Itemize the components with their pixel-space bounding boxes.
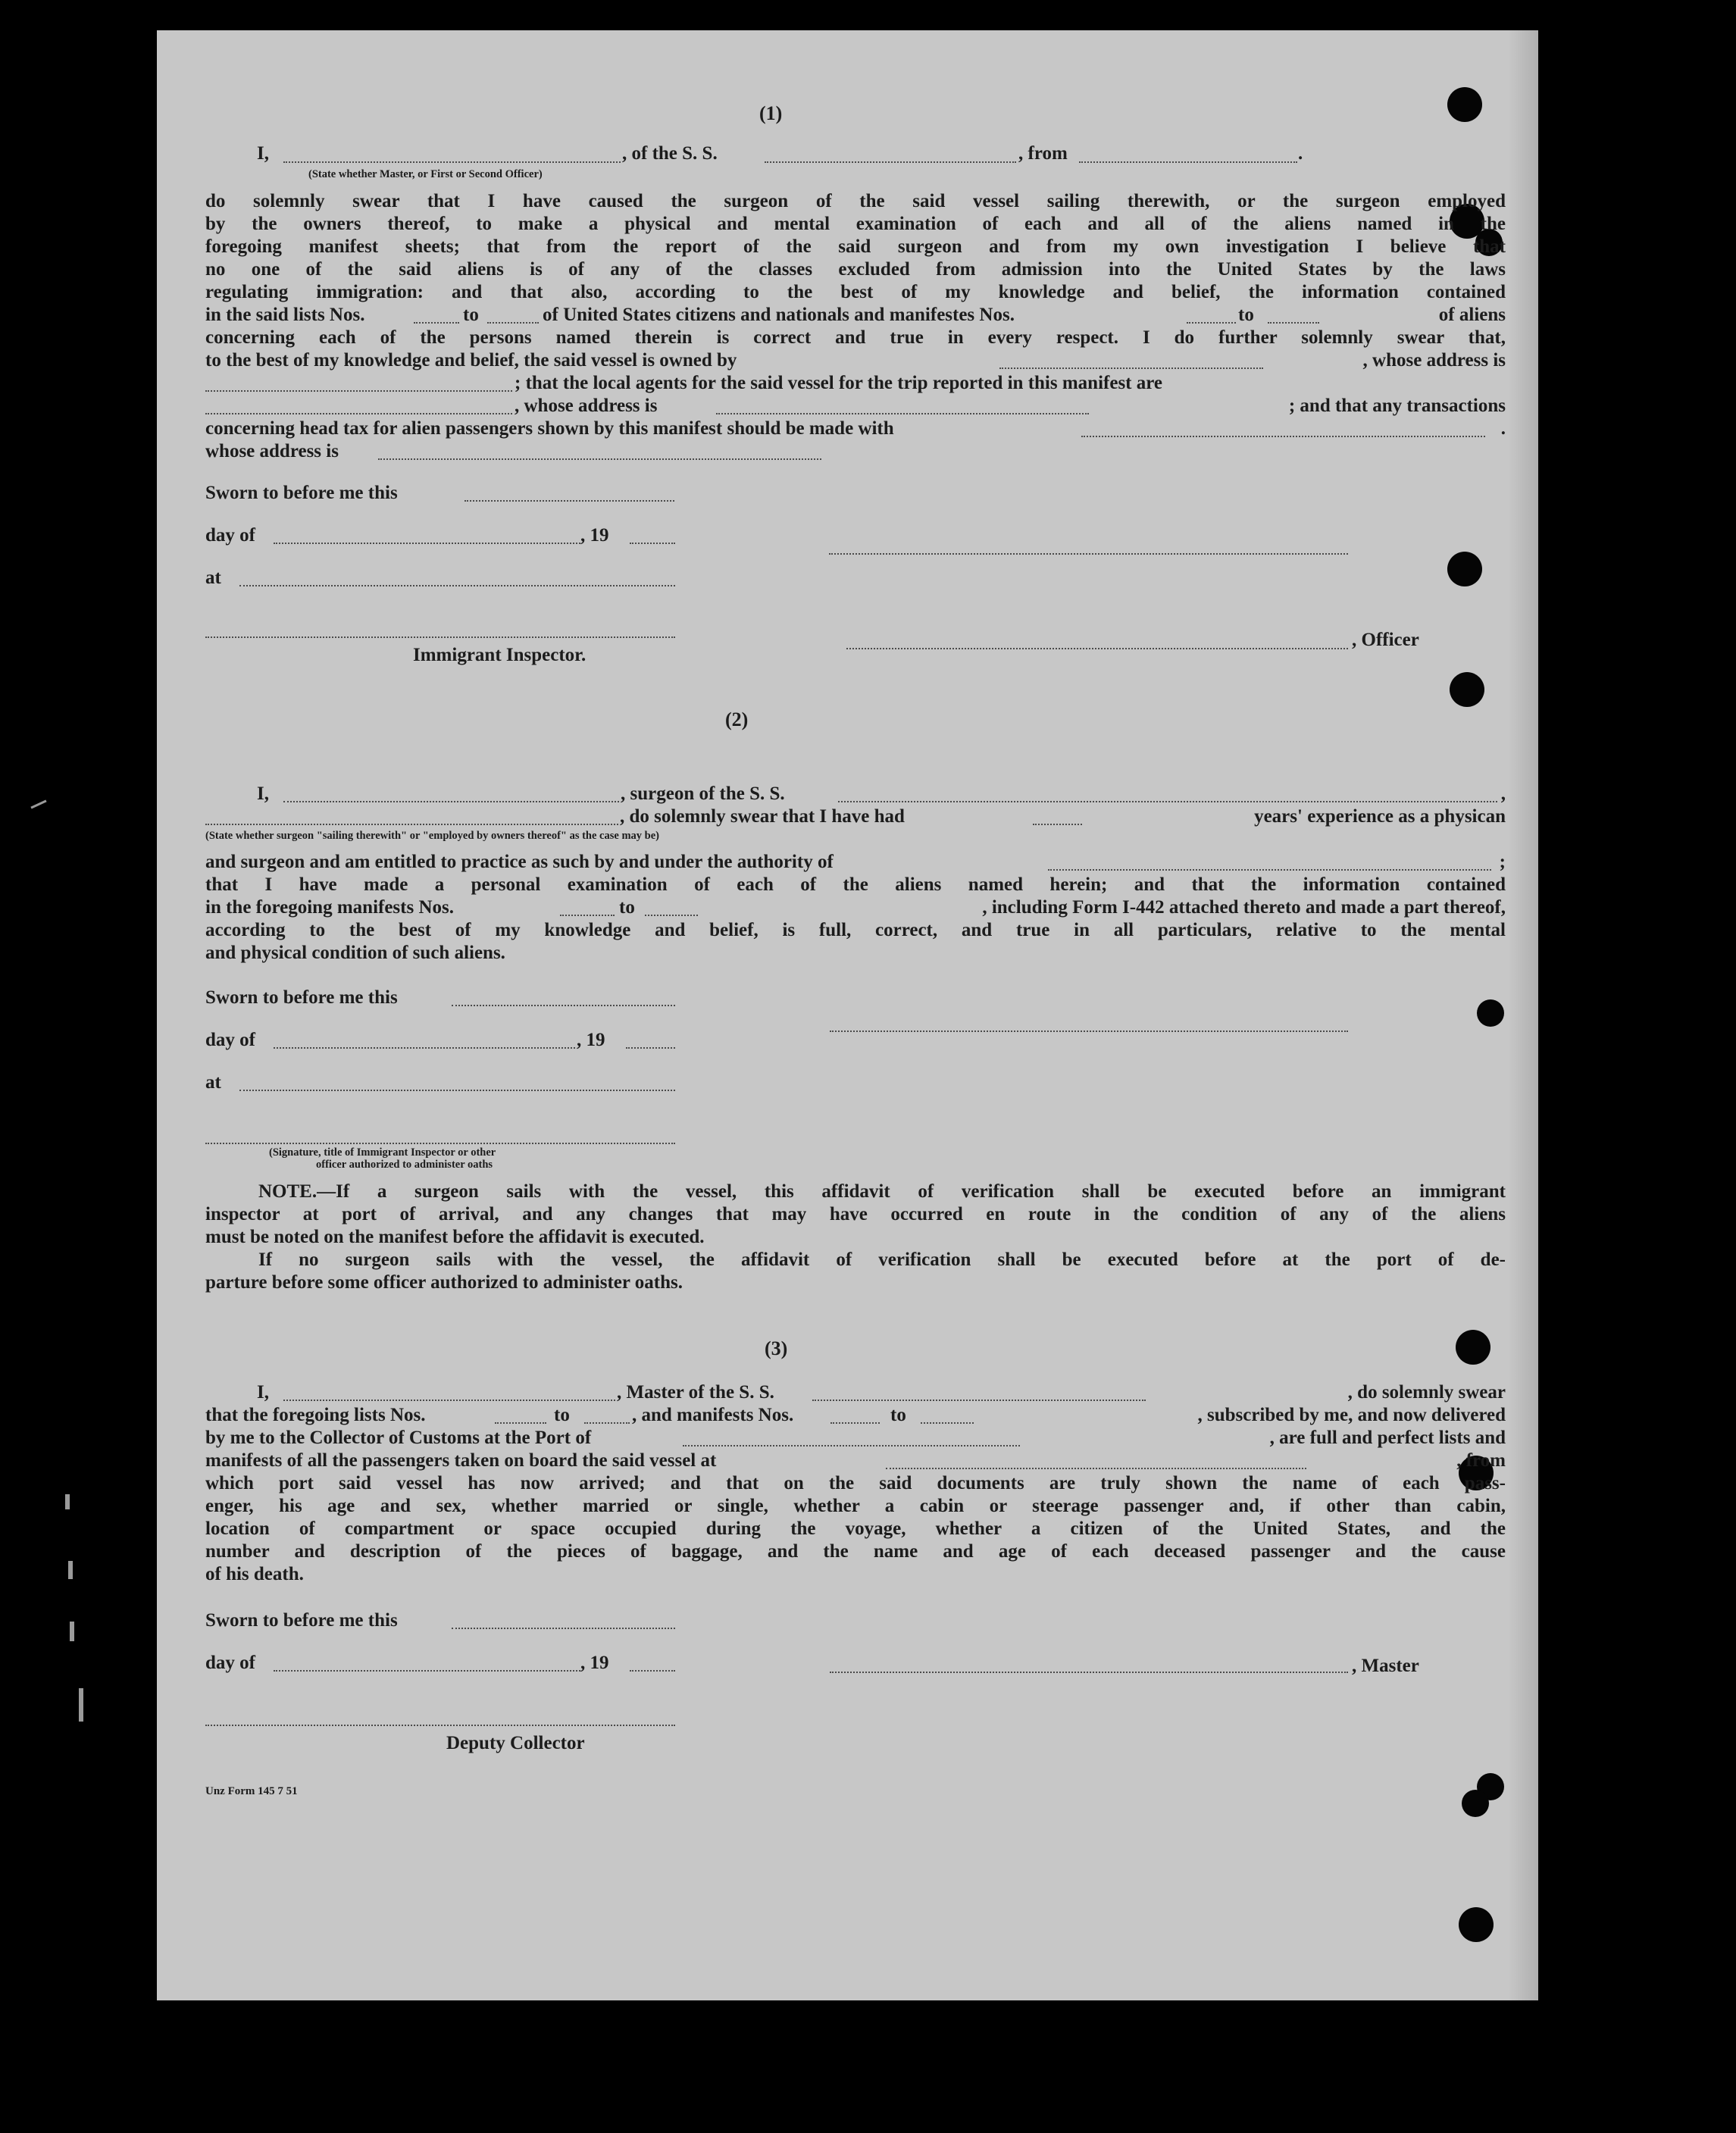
- section-1-line-11: concerning head tax for alien passengers shown by this manifest should be made with .: [205, 418, 1506, 439]
- boarding-port-field[interactable]: [886, 1468, 1306, 1469]
- owner-address-field[interactable]: [205, 390, 512, 392]
- years-experience-field[interactable]: [1033, 824, 1082, 825]
- section-3-line-2: that the foregoing lists Nos. to , and manifests Nos. to , subscribed by me, and now delivered: [205, 1405, 1506, 1425]
- master-name-field[interactable]: [283, 1400, 615, 1401]
- scan-mark: [70, 1622, 74, 1641]
- officer-label: , Officer: [1352, 630, 1419, 650]
- agent-address-field[interactable]: [716, 413, 1089, 414]
- section-3-number: (3): [765, 1337, 788, 1359]
- day-of-field-1[interactable]: [274, 543, 580, 544]
- form-number: Unz Form 145 7 51: [205, 1785, 298, 1797]
- section-3-line-9: of his death.: [205, 1564, 304, 1584]
- section-3-line-7: location of compartment or space occupied during the voyage, whether a citizen of the United States, and the: [205, 1518, 1506, 1539]
- at-place-field-2[interactable]: [239, 1090, 675, 1091]
- master-manifest-to-field[interactable]: [921, 1422, 974, 1424]
- authority-field[interactable]: [1048, 869, 1491, 871]
- sworn-date-field-1[interactable]: [464, 500, 674, 502]
- deputy-collector-signature-line[interactable]: [205, 1725, 675, 1726]
- inspector-signature-line-1[interactable]: [205, 636, 675, 638]
- master-manifest-from-field[interactable]: [830, 1422, 880, 1424]
- surgeon-manifest-from-field[interactable]: [560, 915, 615, 916]
- binder-hole: [1459, 1907, 1494, 1942]
- sworn-date-field-2[interactable]: [452, 1005, 675, 1006]
- section-1-sworn-line: Sworn to before me this: [205, 482, 736, 505]
- binder-hole: [1447, 552, 1482, 586]
- scan-mark: [68, 1561, 73, 1579]
- day-of-field-3[interactable]: [274, 1670, 580, 1672]
- binder-hole: [1456, 1330, 1490, 1365]
- surgeon-name-field[interactable]: [283, 801, 619, 802]
- sworn-date-field-3[interactable]: [452, 1628, 675, 1629]
- section-3-line-3: by me to the Collector of Customs at the Port of , are full and perfect lists and: [205, 1428, 1506, 1448]
- section-3-line-4: manifests of all the passengers taken on board the said vessel at , from: [205, 1450, 1506, 1471]
- inspector-signature-line-2[interactable]: [205, 1143, 675, 1144]
- scan-mark: [30, 799, 46, 808]
- scan-mark: [65, 1494, 70, 1509]
- local-agents-field[interactable]: [205, 413, 512, 414]
- section-1-line-6: in the said lists Nos. to of United States citizens and nationals and manifestes Nos. to of aliens: [205, 305, 1506, 325]
- section-1-line-7: concerning each of the persons named therein is correct and true in every respect. I do further solemnly swear that,: [205, 327, 1506, 348]
- section-2-experience-line: , do solemnly swear that I have had years' experience as a physican: [205, 805, 1506, 828]
- section-1-number: (1): [759, 102, 783, 124]
- master-signature-line[interactable]: [830, 1672, 1348, 1673]
- section-2-line-3: in the foregoing manifests Nos. to , including Form I-442 attached thereto and made a part thereof,: [205, 897, 1506, 918]
- note-line-2: inspector at port of arrival, and any changes that may have occurred en route in the condition of any of the aliens: [205, 1204, 1506, 1224]
- surgeon-signature-line[interactable]: [830, 1031, 1348, 1032]
- section-1-line-9: ; that the local agents for the said vessel for the trip reported in this manifest are: [205, 372, 1506, 395]
- surgeon-vessel-field[interactable]: [838, 801, 1497, 802]
- section-2-day-line: day of , 19: [205, 1029, 736, 1052]
- head-tax-contact-field[interactable]: [1081, 436, 1485, 437]
- binder-hole: [1450, 672, 1484, 707]
- section-1-day-line: day of , 19: [205, 524, 736, 547]
- owner-field[interactable]: [999, 367, 1263, 369]
- document-page: (1) I, , of the S. S. , from . (State whether Master, or First or Second Officer) do solemnly swear that I have caused the surgeon of the said vessel sailing therewith, or the surgeon employed by the owners thereof, to make a physical and mental examination of each and all of the aliens named in the foregoing manifest sheets; that from the report of the said surgeon and from my own investigation I believe that no one of the said aliens is of any of the classes excluded from admission into the United States by the laws regulating immigration: and that also, according to the best of my knowledge and belief, the information contained in the said lists Nos. to of United States citizens and nationals and manifestes Nos. to of aliens concerning each of the persons named therein is correct and true in every respect. I do further solemnly swear that, to the best of my knowledge and belief, the said vessel is owned by , whose address is ; that the local agents for the said vessel for the trip reported in this manifest are , whose address is ; and that any transactions concerning head tax for alien passengers shown by this manifest should be made with . whose address is Sworn to before me this day of , 19 at , Officer Immigrant Inspector. (2) I, , surgeon of the S. S. , , do solemnly swear that I have had years' experience as a physican (State whether surgeon "sailing therewith" or "employed by owners thereof" as the case may be) and surgeon and am entitled to practice as such by and under the authority of ; that I have made a personal examination of each of the aliens named herein; and that the information contained in the foregoing manifests Nos. to , including Form I-442 attached thereto and made a part thereof, according to the best of my knowledge and belief, is full, correct, and true in all particulars, relative to the mental and physical condition of such aliens. Sworn to before me this day of , 19 at (Signature, title of Immigrant Inspector or other officer authorized to administer oaths NOTE.—If a surgeon sails with the vessel, this affidavit of verification shall be executed before an immigrant inspector at port of arrival, and any changes that may have occurred en route in the condition of any of the aliens must be noted on the manifest before the affidavit is executed. If no surgeon sails with the vessel, the affidavit of verification shall be executed before at the port of de- parture before some officer authorized to administer oaths. (3) I, , Master of the S. S. , do solemnly swear that the foregoing lists Nos. to , and manifests Nos. to , subscribed by me, and now delivered by me to the Collector of Customs at the Port of , are full and perfect lists and manifests of all the passengers taken on board the said vessel at , from which port said vessel has now arrived; and that on the said documents are truly shown the name of each pass- enger, his age and sex, whether married or single, whether a cabin or steerage passenger and, if other than cabin, location of compartment or space occupied during the voyage, whether a citizen of the United States, and the number and description of the pieces of baggage, and the name and age of each deceased passenger and the cause of his death. Sworn to before me this day of , 19 , Master Deputy Collector Unz Form 145 7 51: [157, 30, 1538, 2000]
- signature-note-1: (Signature, title of Immigrant Inspector or other: [269, 1146, 496, 1159]
- section-2-number: (2): [725, 708, 749, 730]
- binder-hole: [1462, 1790, 1489, 1817]
- citizen-list-to-field[interactable]: [487, 322, 539, 324]
- section-1-line-3: foregoing manifest sheets; that from the report of the said surgeon and from my own investigation I believe that: [205, 236, 1506, 257]
- note-line-4: If no surgeon sails with the vessel, the affidavit of verification shall be executed before at the port of de-: [258, 1249, 1506, 1270]
- section-1-at-line: at: [205, 567, 736, 590]
- section-3-day-line: day of , 19: [205, 1652, 736, 1675]
- immigrant-inspector-label: Immigrant Inspector.: [413, 645, 586, 665]
- section-1-line-1: do solemnly swear that I have caused the surgeon of the said vessel sailing therewith, or the surgeon employed: [205, 191, 1506, 211]
- surgeon-type-note: (State whether surgeon "sailing therewith" or "employed by owners thereof" as the case may be): [205, 830, 659, 842]
- vessel-name-field[interactable]: [765, 161, 1016, 163]
- binder-hole: [1447, 87, 1482, 122]
- at-place-field-1[interactable]: [239, 585, 675, 586]
- section-3-sworn-line: Sworn to before me this: [205, 1609, 736, 1632]
- scan-mark: [79, 1688, 83, 1722]
- section-2-sworn-line: Sworn to before me this: [205, 987, 736, 1009]
- section-1-line-8: to the best of my knowledge and belief, the said vessel is owned by , whose address is: [205, 350, 1506, 371]
- signature-note-2: officer authorized to administer oaths: [316, 1159, 493, 1171]
- section-1-line-2: by the owners thereof, to make a physical and mental examination of each and all of the aliens named in the: [205, 214, 1506, 234]
- section-3-line-8: number and description of the pieces of baggage, and the name and age of each deceased passenger and the cause: [205, 1541, 1506, 1562]
- surgeon-type-field[interactable]: [205, 824, 618, 825]
- alien-manifest-to-field[interactable]: [1268, 322, 1319, 324]
- year-field-2[interactable]: [626, 1047, 675, 1049]
- section-3-line-5: which port said vessel has now arrived; and that on the said documents are truly shown the name of each pass-: [205, 1473, 1506, 1493]
- officer-signature-line-top[interactable]: [829, 553, 1348, 555]
- head-tax-address-field[interactable]: [378, 458, 821, 460]
- master-list-to-field[interactable]: [584, 1422, 630, 1424]
- officer-signature-line[interactable]: [846, 648, 1348, 649]
- port-field[interactable]: [683, 1445, 1020, 1446]
- section-2-line-2: that I have made a personal examination of each of the aliens named herein; and that the information contained: [205, 874, 1506, 895]
- section-1-line-4: no one of the said aliens is of any of the classes excluded from admission into the United States by the laws: [205, 259, 1506, 280]
- year-field-3[interactable]: [630, 1670, 675, 1672]
- section-2-line-5: and physical condition of such aliens.: [205, 943, 505, 963]
- section-2-at-line: at: [205, 1071, 736, 1094]
- master-list-from-field[interactable]: [495, 1422, 546, 1424]
- section-2-surgeon-line: I, , surgeon of the S. S. ,: [257, 783, 1506, 804]
- surgeon-manifest-to-field[interactable]: [645, 915, 698, 916]
- note-line-5: parture before some officer authorized to administer oaths.: [205, 1272, 683, 1293]
- section-1-line-5: regulating immigration: and that also, according to the best of my knowledge and belief, the information contained: [205, 282, 1506, 302]
- note-line-1: NOTE.—If a surgeon sails with the vessel, this affidavit of verification shall be executed before an immigrant: [258, 1181, 1506, 1202]
- section-2-line-1: and surgeon and am entitled to practice as such by and under the authority of ;: [205, 852, 1506, 872]
- page-edge-shadow: [1508, 30, 1538, 2000]
- section-3-master-line: I, , Master of the S. S. , do solemnly swear: [257, 1382, 1506, 1403]
- section-3-line-6: enger, his age and sex, whether married or single, whether a cabin or steerage passenger and, if other than cabin,: [205, 1496, 1506, 1516]
- note-line-3: must be noted on the manifest before the affidavit is executed.: [205, 1227, 705, 1247]
- deputy-collector-label: Deputy Collector: [446, 1733, 585, 1753]
- section-1-line-10: , whose address is ; and that any transactions: [205, 395, 1506, 418]
- from-port-field[interactable]: [1079, 161, 1297, 163]
- master-label: , Master: [1352, 1656, 1419, 1676]
- citizen-list-from-field[interactable]: [414, 322, 459, 324]
- master-vessel-field[interactable]: [812, 1400, 1146, 1401]
- binder-hole: [1477, 999, 1504, 1027]
- day-of-field-2[interactable]: [274, 1047, 575, 1049]
- officer-rank-note: (State whether Master, or First or Second Officer): [308, 168, 543, 180]
- section-1-line-12: whose address is: [205, 440, 1506, 463]
- section-2-line-4: according to the best of my knowledge and belief, is full, correct, and true in all particulars, relative to the mental: [205, 920, 1506, 940]
- year-field-1[interactable]: [630, 543, 675, 544]
- alien-manifest-from-field[interactable]: [1187, 322, 1236, 324]
- officer-name-field[interactable]: [283, 161, 621, 163]
